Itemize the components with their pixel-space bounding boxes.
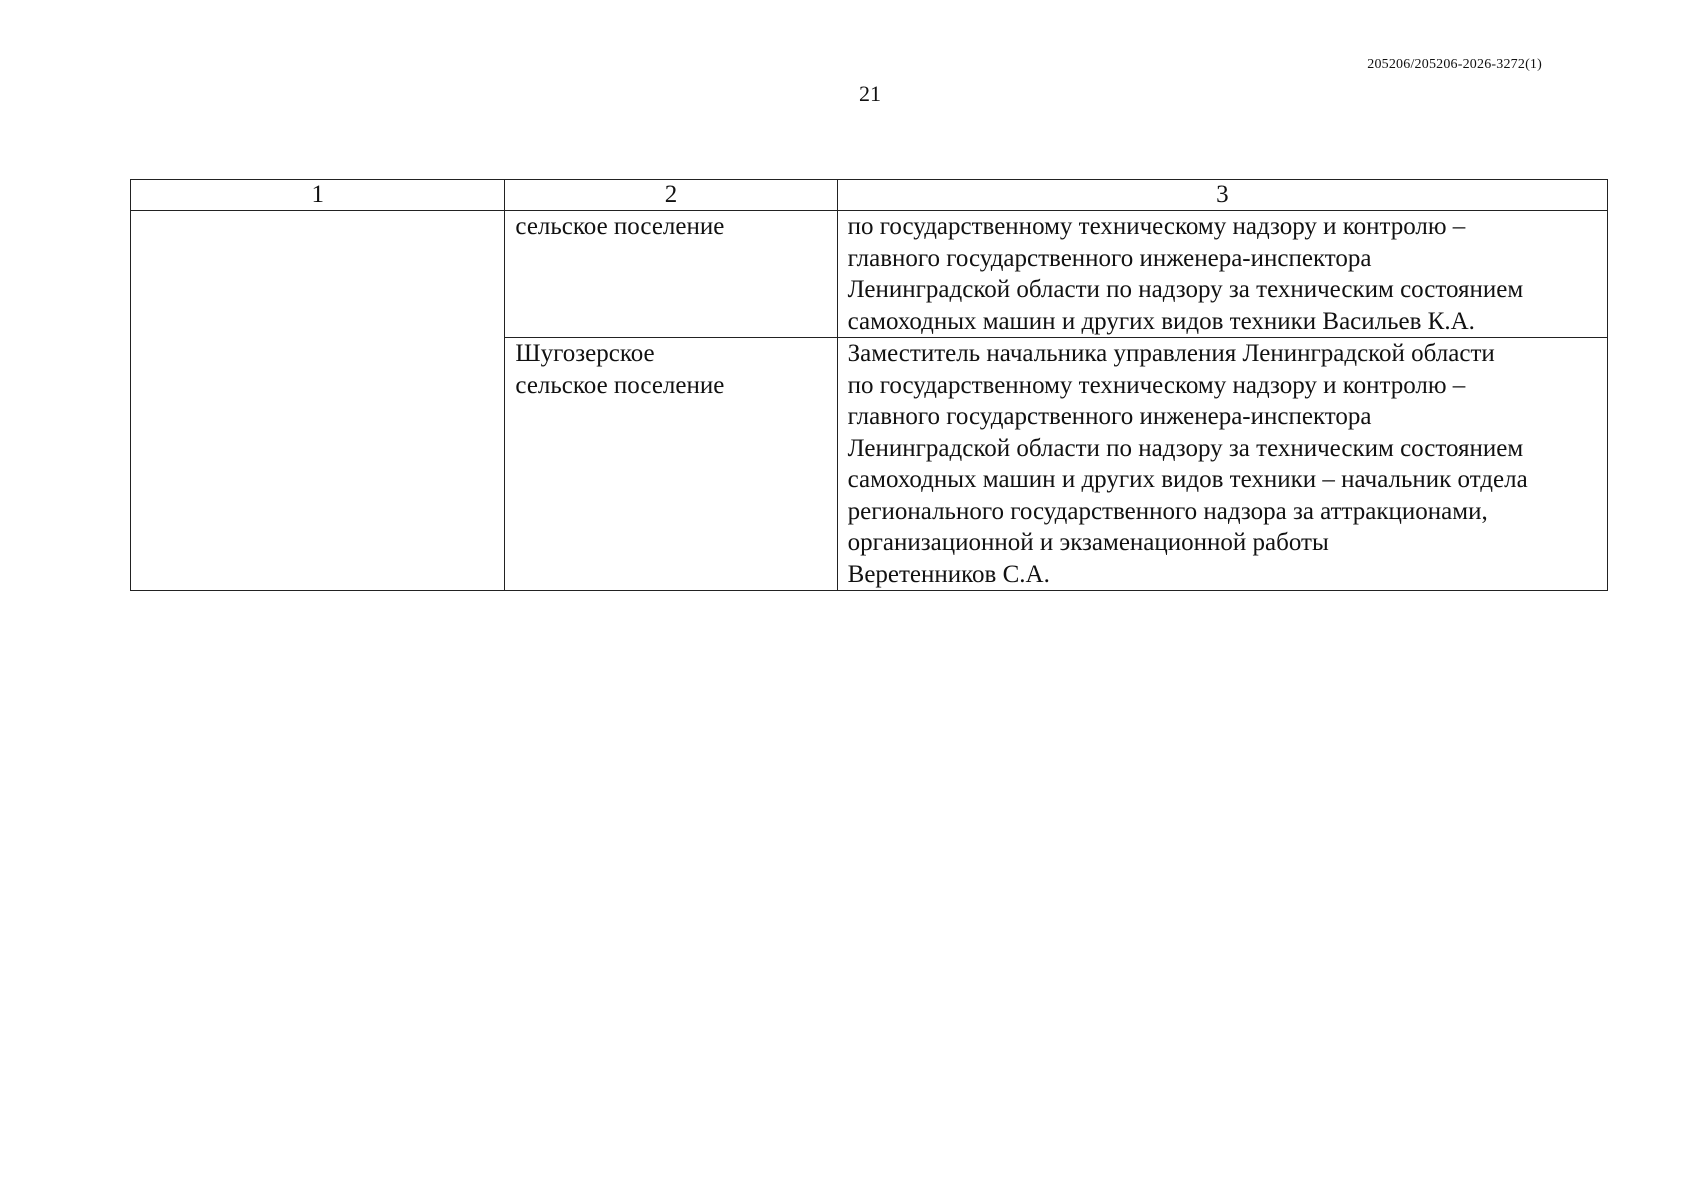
header-cell-2: 2: [505, 180, 837, 211]
settlement-cell: [505, 211, 837, 338]
settlement-line: сельское поселение: [515, 213, 725, 240]
table-header-row: [131, 180, 1608, 211]
responsible-line: самоходных машин и других видов техники – начальник отдела: [847, 466, 1528, 493]
header-cell-3: 3: [837, 180, 1607, 211]
empty-column-cell: [131, 211, 505, 591]
responsible-line: Заместитель начальника управления Ленинградской области: [847, 340, 1495, 367]
assignment-table: [130, 179, 1608, 591]
settlement-cell: [505, 338, 837, 591]
table-row: [131, 211, 1608, 338]
header-cell-1: 1: [131, 180, 505, 211]
responsible-line: организационной и экзаменационной работы: [847, 529, 1329, 556]
responsible-line: самоходных машин и других видов техники Васильев К.А.: [847, 307, 1475, 335]
responsible-line: по государственному техническому надзору и контролю –: [847, 213, 1466, 240]
responsible-line: главного государственного инженера-инспектора: [847, 244, 1372, 272]
document-code: 205206/205206-2026-3272(1): [1367, 57, 1542, 72]
responsible-line: Ленинградской области по надзору за техническим состоянием: [847, 276, 1524, 303]
responsible-line: регионального государственного надзора за аттракционами,: [847, 497, 1488, 525]
settlement-line: сельское поселение: [515, 371, 725, 399]
settlement-line: Шугозерское: [515, 340, 655, 367]
page-number: 21: [859, 81, 881, 106]
responsible-cell: [837, 338, 1607, 591]
responsible-line: по государственному техническому надзору и контролю –: [847, 371, 1466, 399]
responsible-line: Веретенников С.А.: [847, 560, 1050, 588]
responsible-line: Ленинградской области по надзору за техническим состоянием: [847, 434, 1524, 462]
responsible-line: главного государственного инженера-инспектора: [847, 403, 1372, 430]
responsible-cell: [837, 211, 1607, 338]
